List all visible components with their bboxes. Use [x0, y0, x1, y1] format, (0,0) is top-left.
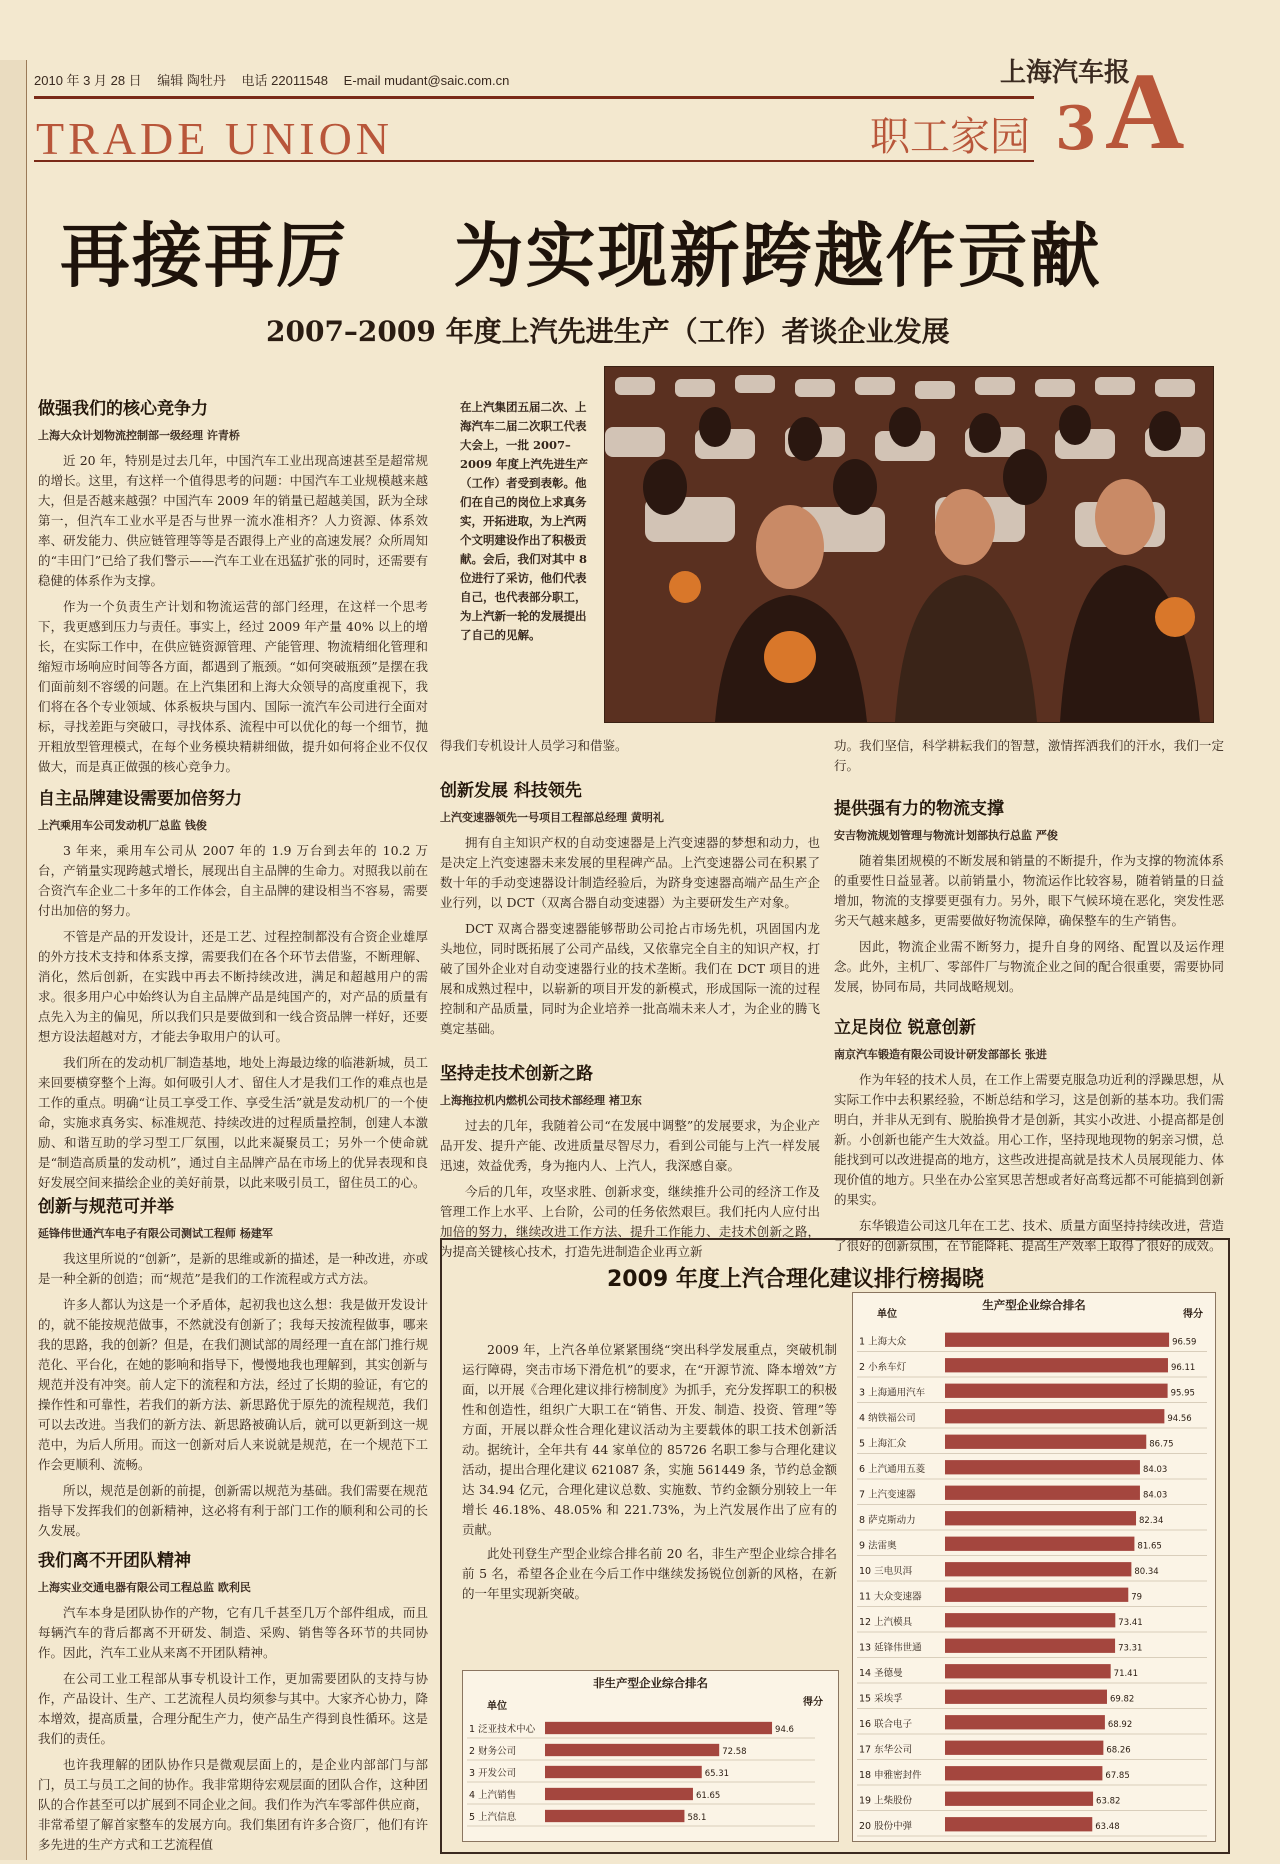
bar: [545, 1766, 702, 1778]
value-label: 81.65: [1137, 1541, 1162, 1552]
newspaper-logo: 上海汽车报: [1000, 58, 1131, 88]
article-title: 创新发展 科技领先: [440, 781, 582, 801]
column-2: [440, 736, 820, 1268]
bar: [945, 1766, 1102, 1780]
article-title: 创新与规范可并举: [38, 1197, 174, 1217]
paragraph: 过去的几年，我随着公司“在发展中调整”的发展要求，为企业产品开发、提升产能、改进质量尽智尽力，看到公司能与上汽一样发展迅速，效益优秀，身为拖内人、上汽人，我深感自豪。: [440, 1118, 820, 1173]
article-title: 立足岗位 锐意创新: [834, 1018, 976, 1038]
value-label: 96.59: [1172, 1337, 1197, 1348]
category-label: 3 开发公司: [469, 1767, 517, 1779]
bar: [945, 1588, 1128, 1602]
article-author: 上海拖拉机内燃机公司技术部经理 褚卫东: [440, 1094, 642, 1107]
photo-caption: 在上汽集团五届二次、上海汽车二届二次职工代表大会上，一批 2007–2009 年度上汽先进生产（工作）者受到表彰。他们在自己的岗位上求真务实，开拓进取，为上汽两个文明建设作出了积极贡献。会后，我们对其中 8 位进行了采访，他们代表自己，也代表部分职工，为上汽新一轮的发展提出了自己的见解。: [460, 400, 589, 642]
value-label: 79: [1131, 1592, 1143, 1603]
value-label: 61.65: [695, 1790, 721, 1801]
value-label: 84.03: [1142, 1490, 1168, 1501]
paragraph: 东华锻造公司这几年在工艺、技术、质量方面坚持持续改进，营造了很好的创新氛围，在节能降耗、提高生产效率上取得了很好的成效。: [834, 1218, 1224, 1253]
article-title: 做强我们的核心竞争力: [38, 399, 208, 419]
value-label: 68.92: [1107, 1719, 1133, 1730]
phone: 电话 22011548: [241, 73, 329, 88]
paragraph: 功。我们坚信，科学耕耘我们的智慧，激情挥洒我们的汗水，我们一定行。: [834, 738, 1224, 773]
article-author: 安吉物流规划管理与物流计划部执行总监 严俊: [834, 829, 1058, 842]
ranking-box: [440, 1238, 1230, 1854]
category-label: 20 股份中弹: [859, 1820, 913, 1832]
bar: [945, 1639, 1115, 1653]
value-label: 94.6: [775, 1724, 794, 1735]
main-headline: 再接再厉 为实现新跨越作贡献: [60, 214, 1102, 297]
article-title: 我们离不开团队精神: [38, 1551, 191, 1571]
masthead-info: [34, 70, 521, 89]
article-body: [38, 841, 428, 1193]
paragraph: 也许我理解的团队协作只是微观层面上的，是企业内部部门与部门，员工与员工之间的协作。我非常期待宏观层面的团队合作，这种团队的合作甚至可以扩展到不同企业之间。我们作为汽车零部件供应商，非常希望了解首家整车的发展方向。我们集团有许多合资厂，他们有许多先进的生产方式和工艺流程值: [38, 1757, 428, 1852]
sub-headline: 2007–2009 年度上汽先进生产（工作）者谈企业发展: [266, 315, 950, 348]
category-label: 18 申雅密封件: [859, 1769, 922, 1781]
category-label: 7 上汽变速器: [859, 1489, 916, 1501]
category-label: 1 上海大众: [859, 1336, 907, 1348]
bar: [945, 1562, 1131, 1576]
category-label: 13 延锋伟世通: [859, 1642, 922, 1654]
category-label: 17 东华公司: [859, 1744, 913, 1756]
category-label: 9 法雷奥: [859, 1540, 897, 1552]
section-title-en: TRADE UNION: [36, 113, 394, 164]
value-label: 71.41: [1113, 1668, 1139, 1679]
bar: [945, 1511, 1136, 1525]
bar: [545, 1744, 719, 1756]
article-title: 提供强有力的物流支撑: [834, 799, 1004, 819]
category-label: 1 泛亚技术中心: [469, 1723, 536, 1735]
adjacent-page-strip: [0, 60, 27, 1860]
value-label: 96.11: [1170, 1362, 1196, 1373]
article-author: 上汽变速器领先一号项目工程部总经理 黄明礼: [440, 811, 664, 824]
category-label: 11 大众变速器: [859, 1591, 922, 1603]
page-number: 3: [1055, 94, 1097, 164]
column-1b: [38, 784, 428, 1199]
article-body: [38, 451, 428, 777]
chart-nonproduction-ranking: [462, 1670, 839, 1842]
value-label: 86.75: [1149, 1439, 1174, 1450]
bar: [945, 1537, 1134, 1551]
bar: [945, 1664, 1111, 1678]
paragraph: 作为一个负责生产计划和物流运营的部门经理，在这样一个思考下，我更感到压力与责任。事实上，经过 2009 年产量 40% 以上的增长，在实际工作中，在供应链资源管理、产能管理、物流精细化管理和缩短市场响应时间等各方面，都遇到了瓶颈。“如何突破瓶颈”是摆在我们面前刻不容缓的问题。在上汽集团和上海大众领导的高度重视下，我们将在各个专业领域、体系板块与国内、国际一流汽车公司进行全面对标，寻找差距与突破口，寻找体系、流程中可以优化的每一个细节，抛开粗放型管理模式，在每个业务模块精耕细做，提升如何将企业不仅仅做大，而是真正做强的核心竞争力。: [38, 599, 428, 774]
bar: [945, 1741, 1103, 1755]
paragraph: 3 年来，乘用车公司从 2007 年的 1.9 万台到去年的 10.2 万台，产销量实现跨越式增长，展现出自主品牌的生命力。对照我以前在合资汽车企业二十多年的工作体会，自主品牌的建设相当不容易，需要付出加倍的努力。: [38, 843, 428, 918]
paragraph: 随着集团规模的不断发展和销量的不断提升，作为支撑的物流体系的重要性日益显著。以前销量小，物流运作比较容易，随着销量的日益增加，物流的支撑要更强有力。另外，眼下气候环境在恶化，突发性恶劣天气越来越多，更需要做好物流保障，确保整车的生产销售。: [834, 853, 1224, 928]
bar: [945, 1486, 1140, 1500]
value-label: 73.41: [1118, 1617, 1143, 1628]
category-label: 5 上海汇众: [859, 1438, 907, 1450]
value-label: 73.31: [1118, 1643, 1143, 1654]
bar: [945, 1715, 1105, 1729]
value-label: 95.95: [1170, 1388, 1195, 1399]
chart-category-header: 单位: [877, 1309, 897, 1320]
paragraph: 不管是产品的开发设计，还是工艺、过程控制都没有合资企业雄厚的外方技术支持和体系支撑，需要我们在各个环节去借鉴，不断理解、消化，然后创新，在实践中再去不断持续改进，满足和超越用户的需求。很多用户心中始终认为自主品牌产品是纯国产的，对产品的质量有点先入为主的偏见，所以我们只是要做到和一线合资品牌一样好，还要想方设法超越对方，才能去争取用户的认可。: [38, 929, 428, 1044]
category-label: 3 上海通用汽车: [859, 1387, 926, 1399]
article-title: 坚持走技术创新之路: [440, 1064, 593, 1084]
paragraph: 许多人都认为这是一个矛盾体，起初我也这么想：我是做开发设计的，就不能按规范做事，不然就没有创新了；我每天按流程做事，哪来我的思路，我的创新？但是，在我们测试部的周经理一直在部门推行规范化、平台化，在她的影响和指导下，慢慢地我也理解到，其实创新与规范并没有冲突。前人定下的流程和方法，经过了长期的验证，有它的操作性和可靠性，若我们的新方法、新思路优于原先的流程规范，我们可以去改进。当我们的新方法、新思路被确认后，就可以更新到这一规范中，为后人所用。而这一创新对后人来说就是规范，在一个规范下工作会更顺利、流畅。: [38, 1297, 428, 1472]
value-label: 67.85: [1105, 1770, 1130, 1781]
value-label: 82.34: [1139, 1515, 1164, 1526]
bar: [945, 1613, 1115, 1627]
bar: [545, 1810, 684, 1822]
paragraph: 近 20 年，特别是过去几年，中国汽车工业出现高速甚至是超常规的增长。这里，有这样一个值得思考的问题：中国汽车工业规模越来越大，但是否越来越强？中国汽车 2009 年的销量已超越美国，跃为全球第一，但汽车工业水平是否与世界一流水准相齐？人力资源、体系效率、研发能力、供应链管理等等是否跟得上产业的高速发展？众所周知的“丰田门”已给了我们警示——汽车工业在迅猛扩张的同时，还需要有稳健的体系作为支撑。: [38, 453, 428, 588]
chart-value-header: 得分: [803, 1697, 823, 1708]
paragraph: 汽车本身是团队协作的产物，它有几千甚至几万个部件组成，而且每辆汽车的背后都离不开研发、制造、采购、销售等各环节的共同协作。因此，汽车工业从来离不开团队精神。: [38, 1605, 428, 1660]
chart-title: 生产型企业综合排名: [982, 1298, 1086, 1312]
column-3: [834, 736, 1224, 1262]
bar: [945, 1333, 1169, 1347]
editor: 编辑 陶牡丹: [157, 73, 226, 88]
category-label: 19 上柴股份: [859, 1795, 913, 1807]
paragraph: 我们所在的发动机厂制造基地，地处上海最边缘的临港新城，员工来回要横穿整个上海。如何吸引人才、留住人才是我们工作的难点也是工作的重点。明确“让员工享受工作、享受生活”就是发动机厂的一个使命，实施求真务实、标准规范、持续改进的过程质量控制，创建人本激励、和谐互助的学习型工厂氛围，以此来凝聚员工；另外一个使命就是“制造高质量的发动机”，通过自主品牌产品在市场上的优异表现和良好发展空间来描绘企业的美好前景，以此来吸引员工，留住员工的心。: [38, 1055, 428, 1190]
category-label: 14 圣德曼: [859, 1667, 903, 1679]
category-label: 15 采埃孚: [859, 1693, 903, 1705]
bar: [945, 1358, 1168, 1372]
column-1c: [38, 1192, 428, 1547]
bar: [945, 1792, 1093, 1806]
bar: [945, 1817, 1092, 1831]
box-title: 2009 年度上汽合理化建议排行榜揭晓: [607, 1267, 984, 1292]
masthead-rule: [34, 96, 1034, 99]
value-label: 63.82: [1096, 1796, 1121, 1807]
chart-value-header: 得分: [1183, 1309, 1203, 1320]
bar: [945, 1435, 1146, 1449]
paragraph: 此处刊登生产型企业综合排名前 20 名，非生产型企业综合排名前 5 名，希望各企业在今后工作中继续发扬锐位创新的风格，在新的一年里实现新突破。: [462, 1546, 837, 1601]
email: E-mail mudant@saic.com.cn: [343, 73, 510, 88]
article-body: [38, 1249, 428, 1541]
value-label: 65.31: [704, 1768, 730, 1779]
article-body: [834, 851, 1224, 997]
value-label: 94.56: [1167, 1413, 1192, 1424]
article-body: [440, 833, 820, 1039]
category-label: 5 上汽信息: [469, 1811, 517, 1823]
paragraph: 2009 年，上汽各单位紧紧围绕“突出科学发展重点，突破机制运行障碍，突击市场下滑危机”的要求，在“开源节流、降本增效”方面，以开展《合理化建议排行榜制度》为抓手，充分发挥职工的积极性和创造性，组织广大职工在“销售、开发、制造、投资、管理”等方面，开展以群众性合理化建议活动为主要载体的职工技术创新活动。据统计，全年共有 44 家单位的 85726 名职工参与合理化建议活动，提出合理化建议 621087 条，实施 561449 条，节约总金额达 34.94 亿元，合理化建议总数、实施数、节约金额分别较上一年增长 46.18%、48.05% 和 221.73%，为上汽发展作出了应有的贡献。: [462, 1342, 838, 1537]
value-label: 58.1: [687, 1812, 707, 1823]
category-label: 12 上汽模具: [859, 1616, 913, 1628]
bar-chart: [463, 1711, 836, 1841]
column-1: [38, 394, 428, 783]
article-author: 延锋伟世通汽车电子有限公司测试工程师 杨建军: [38, 1227, 273, 1240]
category-label: 4 纳铁福公司: [859, 1412, 916, 1424]
article-author: 南京汽车锻造有限公司设计研发部部长 张进: [834, 1048, 1047, 1061]
paragraph: 因此，物流企业需不断努力，提升自身的网络、配置以及运作理念。此外，主机厂、零部件厂与物流企业之间的配合很重要，需要协同发展，协同布局，共同战略规划。: [834, 939, 1224, 994]
article-title: 自主品牌建设需要加倍努力: [38, 789, 242, 809]
article-author: 上汽乘用车公司发动机厂总监 钱俊: [38, 819, 207, 832]
bar: [945, 1384, 1168, 1398]
chart-category-header: 单位: [487, 1701, 507, 1712]
bar: [945, 1690, 1107, 1704]
page-letter: A: [1105, 50, 1185, 172]
paragraph: DCT 双离合器变速器能够帮助公司抢占市场先机，巩固国内龙头地位，同时既拓展了公司产品线，又依靠完全自主的知识产权，打破了国外企业对自动变速器行业的技术垄断。我们在 DCT 项目的进展和成熟过程中，以崭新的项目开发的新模式，形成国际一流的过程控制和产品质量，同时为企业培养一批高端未来人才，为企业的腾飞奠定基础。: [440, 921, 820, 1036]
category-label: 10 三电贝洱: [859, 1565, 913, 1577]
bar: [945, 1460, 1140, 1474]
value-label: 80.34: [1134, 1566, 1159, 1577]
category-label: 8 萨克斯动力: [859, 1514, 916, 1526]
value-label: 68.26: [1106, 1745, 1131, 1756]
article-body-continued: [440, 736, 820, 756]
paragraph: 所以，规范是创新的前提，创新需以规范为基础。我们需要在规范指导下发挥我们的创新精神，这必将有利于部门工作的顺利和公司的长久发展。: [38, 1483, 428, 1538]
paragraph: 作为年轻的技术人员，在工作上需要克服急功近利的浮躁思想，从实际工作中去积累经验，不断总结和学习，这是创新的基本功。我们需明白，并非从无到有、脱胎换骨才是创新，其实小改进、小提高都是创新。小创新也能产生大效益。用心工作，坚持现地现物的躬亲习惯，总能找到可以改进提高的地方，这些改进提高就是技术人员展现能力、体现价值的地方。只坐在办公室冥思苦想或者好高骛远都不可能搞到创新的果实。: [834, 1072, 1224, 1207]
chart-production-ranking: [852, 1292, 1216, 1842]
paragraph: 我这里所说的“创新”，是新的思维或新的描述，是一种改进，亦或是一种全新的创造；而“规范”是我们的工作流程或方式方法。: [38, 1251, 428, 1286]
bar: [545, 1722, 772, 1734]
bar-chart: [853, 1321, 1213, 1841]
bar: [945, 1409, 1164, 1423]
article-body-continued: [834, 736, 1224, 776]
assembly-photo: [604, 366, 1214, 723]
category-label: 6 上汽通用五菱: [859, 1463, 926, 1475]
value-label: 84.03: [1142, 1464, 1168, 1475]
issue-date: 2010 年 3 月 28 日: [34, 73, 142, 88]
paragraph: 得我们专机设计人员学习和借鉴。: [440, 738, 628, 753]
value-label: 63.48: [1095, 1821, 1120, 1832]
column-1d: [38, 1546, 428, 1861]
category-label: 16 联合电子: [859, 1718, 913, 1730]
value-label: 69.82: [1109, 1694, 1135, 1705]
article-body: [38, 1603, 428, 1855]
photo-illustration: [605, 367, 1213, 722]
article-author: 上海大众计划物流控制部一级经理 许青桥: [38, 429, 240, 442]
article-author: 上海实业交通电器有限公司工程总监 欧利民: [38, 1581, 251, 1594]
category-label: 2 财务公司: [469, 1745, 517, 1757]
bar: [545, 1788, 693, 1800]
value-label: 72.58: [722, 1746, 747, 1757]
section-title-cn: 职工家园: [870, 114, 1030, 160]
category-label: 2 小糸车灯: [859, 1361, 907, 1373]
paragraph: 在公司工业工程部从事专机设计工作，更加需要团队的支持与协作，产品设计、生产、工艺流程人员均须参与其中。大家齐心协力，降本增效，提高质量，合理分配生产力，使产品生产得到良性循环。这是我们的责任。: [38, 1671, 428, 1746]
paragraph: 拥有自主知识产权的自动变速器是上汽变速器的梦想和动力，也是决定上汽变速器未来发展的里程碑产品。上汽变速器公司在积累了数十年的手动变速器设计制造经验后，为跻身变速器高端产品生产企业行列，以 DCT（双离合器自动变速器）为主要研发生产对象。: [440, 835, 820, 910]
chart-title: 非生产型企业综合排名: [593, 1676, 708, 1690]
box-text: [462, 1340, 837, 1608]
article-body: [834, 1070, 1224, 1256]
category-label: 4 上汽销售: [469, 1789, 517, 1801]
paragraph: 今后的几年，攻坚求胜、创新求变，继续推升公司的经济工作及管理工作上水平、上台阶，公司的任务依然艰巨。我们托内人应付出加倍的努力，继续改进工作方法、提升工作能力、走技术创新之路，为提高关键核心技术，打造先进制造企业再立新: [440, 1184, 820, 1259]
